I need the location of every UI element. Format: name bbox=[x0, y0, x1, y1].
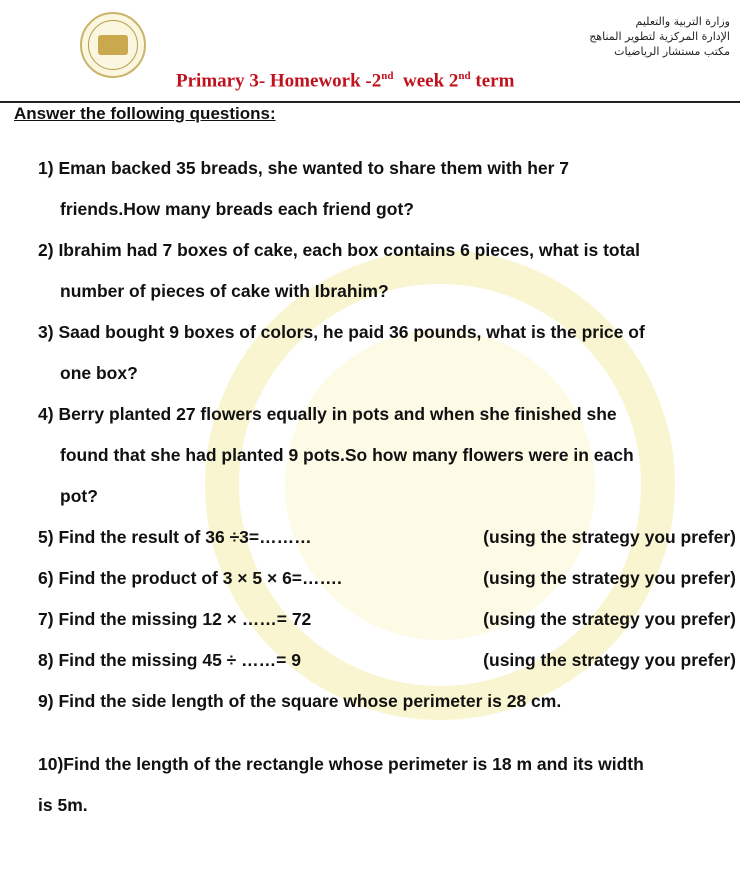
question-9 bbox=[38, 681, 738, 722]
question-text: one box? bbox=[60, 363, 138, 383]
question-text: friends.How many breads each friend got? bbox=[60, 199, 414, 219]
questions-list bbox=[38, 148, 738, 826]
page-title bbox=[176, 70, 514, 92]
ministry-line: وزارة التربية والتعليم bbox=[635, 15, 730, 28]
question-10 bbox=[38, 744, 738, 826]
title-sup: nd bbox=[458, 70, 471, 82]
question-8 bbox=[38, 640, 738, 681]
eagle-emblem-icon bbox=[98, 35, 128, 55]
logo-ring bbox=[88, 20, 138, 70]
question-4 bbox=[38, 394, 738, 517]
question-text: Find the length of the rectangle whose perimeter is 18 m and its width bbox=[63, 754, 644, 774]
title-sup: nd bbox=[381, 70, 394, 82]
question-number: 4) bbox=[38, 404, 54, 424]
question-number: 6) bbox=[38, 568, 54, 588]
question-number: 3) bbox=[38, 322, 54, 342]
title-main: Primary 3- Homework -2 bbox=[176, 70, 382, 92]
strategy-note: (using the strategy you prefer) bbox=[483, 609, 736, 629]
question-1 bbox=[38, 148, 738, 230]
question-number: 10) bbox=[38, 754, 64, 774]
question-3 bbox=[38, 312, 738, 394]
question-text: is 5m. bbox=[38, 795, 88, 815]
question-text: pot? bbox=[60, 486, 98, 506]
question-text: Berry planted 27 flowers equally in pots and when she finished she bbox=[58, 404, 617, 424]
ministry-line: مكتب مستشار الرياضيات bbox=[614, 45, 730, 58]
strategy-note: (using the strategy you prefer) bbox=[483, 650, 736, 670]
instructions-heading: Answer the following questions: bbox=[14, 104, 276, 123]
question-text: Find the product of 3 × 5 × 6=……. bbox=[58, 568, 342, 588]
spacer bbox=[38, 722, 738, 744]
question-number: 1) bbox=[38, 158, 54, 178]
header-divider bbox=[0, 101, 740, 103]
question-text: Find the missing 12 × ……= 72 bbox=[58, 609, 312, 629]
strategy-note: (using the strategy you prefer) bbox=[483, 527, 736, 547]
question-text: number of pieces of cake with Ibrahim? bbox=[60, 281, 389, 301]
question-text: found that she had planted 9 pots.So how many flowers were in each bbox=[60, 445, 634, 465]
question-number: 2) bbox=[38, 240, 54, 260]
question-5 bbox=[38, 517, 738, 558]
question-text: Saad bought 9 boxes of colors, he paid 36 pounds, what is the price of bbox=[58, 322, 645, 342]
question-text: Eman backed 35 breads, she wanted to share them with her 7 bbox=[58, 158, 570, 178]
title-mid: week 2 bbox=[403, 70, 459, 92]
question-number: 7) bbox=[38, 609, 54, 629]
question-text: Find the result of 36 ÷3=……… bbox=[58, 527, 312, 547]
question-text: Find the side length of the square whose perimeter is 28 cm. bbox=[58, 691, 562, 711]
ministry-header bbox=[589, 14, 730, 59]
title-end: term bbox=[475, 70, 515, 92]
question-number: 8) bbox=[38, 650, 54, 670]
question-text: Ibrahim had 7 boxes of cake, each box contains 6 pieces, what is total bbox=[58, 240, 641, 260]
question-text: Find the missing 45 ÷ ……= 9 bbox=[58, 650, 301, 670]
question-2 bbox=[38, 230, 738, 312]
ministry-logo bbox=[80, 12, 146, 78]
question-7 bbox=[38, 599, 738, 640]
question-number: 5) bbox=[38, 527, 54, 547]
question-number: 9) bbox=[38, 691, 54, 711]
ministry-line: الإدارة المركزية لتطوير المناهج bbox=[589, 30, 730, 43]
strategy-note: (using the strategy you prefer) bbox=[483, 568, 736, 588]
question-6 bbox=[38, 558, 738, 599]
